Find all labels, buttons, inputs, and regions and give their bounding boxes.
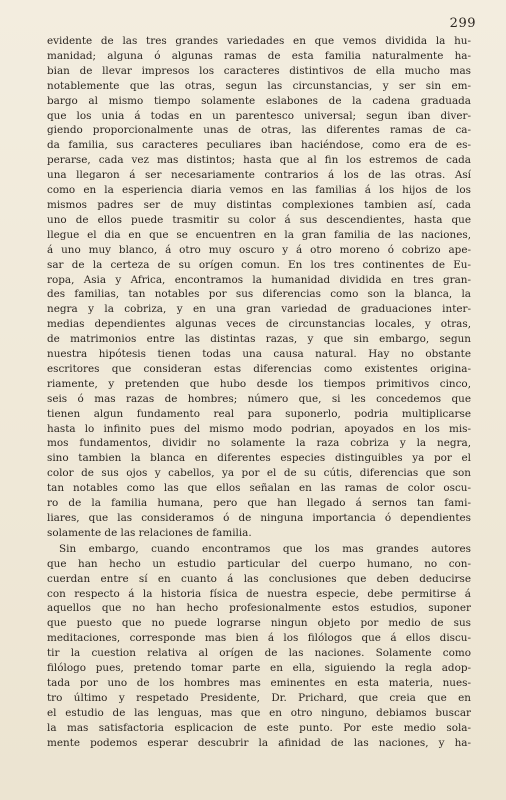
text-line: aquellos que no han hecho profesionalmente estos estudios, suponer — [47, 602, 471, 615]
text-line: la mas satisfactoria esplicacion de este punto. Por este medio sola- — [47, 721, 471, 734]
text-line: escritores que consideran estas diferencias como existentes origina- — [47, 362, 471, 375]
text-line: de matrimonios entre las distintas razas, y que sin embargo, segun — [47, 333, 471, 346]
text-line: tan notables como las que ellos señalan en las ramas de color oscu- — [47, 482, 471, 495]
text-line: tro último y respetado Presidente, Dr. Prichard, que creia que en — [47, 691, 471, 704]
paragraph — [47, 34, 471, 541]
text-line: con respecto á la historia física de nuestra especie, debe permitirse á — [47, 587, 471, 600]
text-line: uno de ellos puede trasmitir su color á sus descendientes, hasta que — [47, 213, 471, 226]
text-line: sino tambien la blanca en diferentes especies distinguibles ya por el — [47, 452, 471, 465]
text-line: tienen algun fundamento real para suponerlo, podria multiplicarse — [47, 407, 471, 420]
text-line: meditaciones, corresponde mas bien á los filólogos que á ellos discu- — [47, 632, 471, 645]
text-line: mismos padres ser de muy distintas complexiones tambien así, cada — [47, 198, 471, 211]
text-line: cuerdan entre sí en cuanto á las conclusiones que deben deducirse — [47, 572, 471, 585]
text-line: perarse, cada vez mas distintos; hasta que al fin los estremos de cada — [47, 154, 471, 167]
text-line: mos fundamentos, dividir no solamente la raza cobriza y la negra, — [47, 437, 471, 450]
text-line: sar de la certeza de su orígen comun. En los tres continentes de Eu- — [47, 258, 471, 271]
text-line: bargo al mismo tiempo solamente eslabones de la cadena graduada — [47, 94, 471, 107]
text-line: ropa, Asia y Africa, encontramos la humanidad dividida en tres gran- — [47, 273, 471, 286]
page-number: 299 — [449, 16, 476, 31]
text-line: giendo proporcionalmente unas de otras, las diferentes ramas de ca- — [47, 124, 471, 137]
text-line: llegue el dia en que se encuentren en la gran familia de las naciones, — [47, 228, 471, 241]
text-line: liares, que las consideramos ó de ninguna importancia ó dependientes — [47, 512, 471, 524]
text-line: el estudio de las lenguas, mas que en otro ninguno, debiamos buscar — [47, 706, 471, 719]
text-line: á uno muy blanco, á otro muy oscuro y á otro moreno ó cobrizo ape- — [47, 243, 471, 256]
text-line: hasta lo infinito pues del mismo modo podrian, apoyados en los mis- — [47, 422, 471, 435]
text-line: que han hecho un estudio particular del cuerpo humano, no con- — [47, 557, 471, 570]
text-line: nuestra hipótesis tienen todas una causa natural. Hay no obstante — [47, 348, 471, 361]
text-line: seis ó mas razas de hombres; número que, si les concedemos que — [47, 392, 471, 405]
text-line: bian de llevar impresos los caracteres distintivos de ella mucho mas — [47, 64, 471, 77]
text-line: una llegaron á ser necesariamente contrarios á los de las otras. Así — [47, 169, 471, 182]
text-line: riamente, y pretenden que hubo desde los tiempos primitivos cinco, — [47, 377, 471, 390]
text-line: des familias, tan notables por sus diferencias como son la blanca, la — [47, 288, 471, 301]
text-line: solamente de las relaciones de familia. — [47, 526, 252, 539]
text-line: tada por uno de los hombres mas eminentes en esta materia, nues- — [47, 676, 471, 689]
text-line: evidente de las tres grandes variedades en que vemos dividida la hu- — [47, 35, 471, 47]
text-line: negra y la cobriza, y en una gran variedad de graduaciones inter- — [47, 303, 471, 316]
text-line: color de sus ojos y cabellos, ya por el de su cútis, diferencias que son — [47, 467, 471, 480]
text-line: mente podemos esperar descubrir la afinidad de las naciones, y ha- — [47, 736, 471, 749]
text-line: manidad; alguna ó algunas ramas de esta familia naturalmente ha- — [47, 49, 471, 62]
text-line: notablemente que las otras, segun las circunstancias, y ser sin em- — [47, 79, 471, 92]
text-line: que los unia á todas en un parentesco universal; segun iban diver- — [47, 109, 471, 122]
text-line: como en la esperiencia diaria vemos en las familias á los hijos de los — [47, 184, 471, 197]
text-line: ro de la familia humana, pero que han llegado á sernos tan fami- — [47, 497, 471, 510]
paragraph — [47, 542, 471, 751]
body-text — [47, 34, 471, 751]
text-line: que puesto que no puede lograrse ningun objeto por medio de sus — [47, 617, 471, 630]
text-line: Sin embargo, cuando encontramos que los mas grandes autores — [59, 542, 471, 555]
text-line: da familia, sus caracteres peculiares iban haciéndose, como era de es- — [47, 139, 471, 152]
text-line: filólogo pues, pretendo tomar parte en ella, siguiendo la regla adop- — [47, 662, 471, 675]
text-line: tir la cuestion relativa al orígen de las naciones. Solamente como — [47, 647, 471, 660]
text-line: medias dependientes algunas veces de circunstancias locales, y otras, — [47, 318, 471, 331]
